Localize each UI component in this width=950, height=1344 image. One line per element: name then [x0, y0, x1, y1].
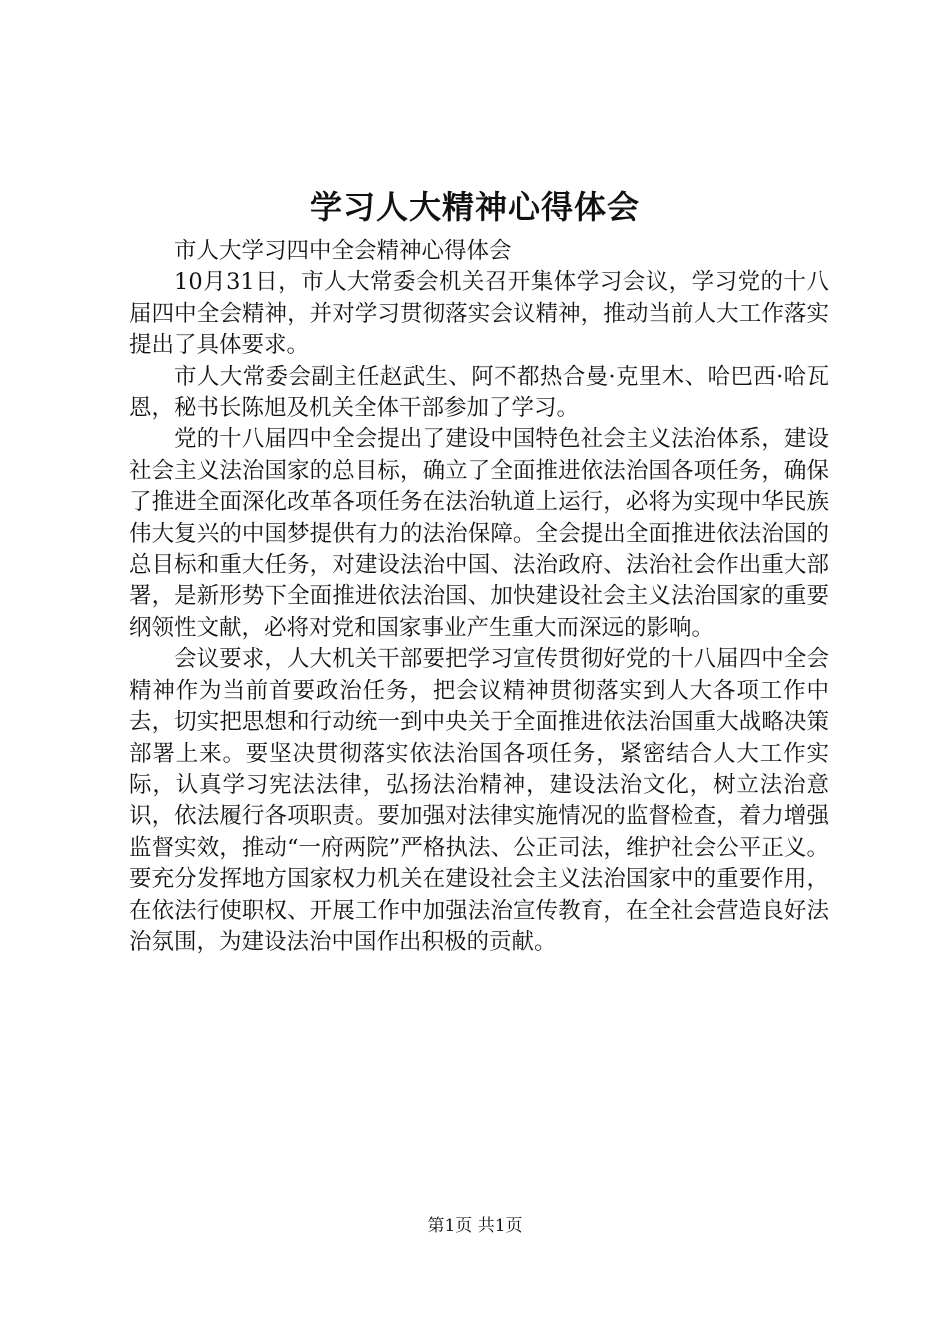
paragraph-meeting: 10月31日，市人大常委会机关召开集体学习会议，学习党的十八届四中全会精神，并对学习贯彻落实会议精神，推动当前人大工作落实提出了具体要求。 [129, 269, 829, 359]
paragraph-attendees: 市人大常委会副主任赵武生、阿不都热合曼·克里木、哈巴西·哈瓦恩，秘书长陈旭及机关全体干部参加了学习。 [129, 363, 829, 422]
paragraph-subtitle: 市人大学习四中全会精神心得体会 [174, 238, 512, 264]
document-title: 学习人大精神心得体会 [309, 188, 640, 226]
document-body [129, 236, 829, 958]
page-footer: 第1页 共1页 [427, 1216, 523, 1236]
paragraph-plenum-significance: 党的十八届四中全会提出了建设中国特色社会主义法治体系，建设社会主义法治国家的总目标，确立了全面推进依法治国各项任务，确保了推进全面深化改革各项任务在法治轨道上运行，必将为实现中华民族伟大复兴的中国梦提供有力的法治保障。全会提出全面推进依法治国的总目标和重大任务，对建设法治中国、法治政府、法治社会作出重大部署，是新形势下全面推进依法治国、加快建设社会主义法治国家的重要纲领性文献，必将对党和国家事业产生重大而深远的影响。 [129, 426, 829, 641]
paragraph-requirements: 会议要求，人大机关干部要把学习宣传贯彻好党的十八届四中全会精神作为当前首要政治任务，把会议精神贯彻落实到人大各项工作中去，切实把思想和行动统一到中央关于全面推进依法治国重大战略决策部署上来。要坚决贯彻落实依法治国各项任务，紧密结合人大工作实际，认真学习宪法法律，弘扬法治精神，建设法治文化，树立法治意识，依法履行各项职责。要加强对法律实施情况的监督检查，着力增强监督实效，推动“一府两院”严格执法、公正司法，维护社会公平正义。要充分发挥地方国家权力机关在建设社会主义法治国家中的重要作用，在依法行使职权、开展工作中加强法治宣传教育，在全社会营造良好法治氛围，为建设法治中国作出积极的贡献。 [129, 646, 829, 955]
